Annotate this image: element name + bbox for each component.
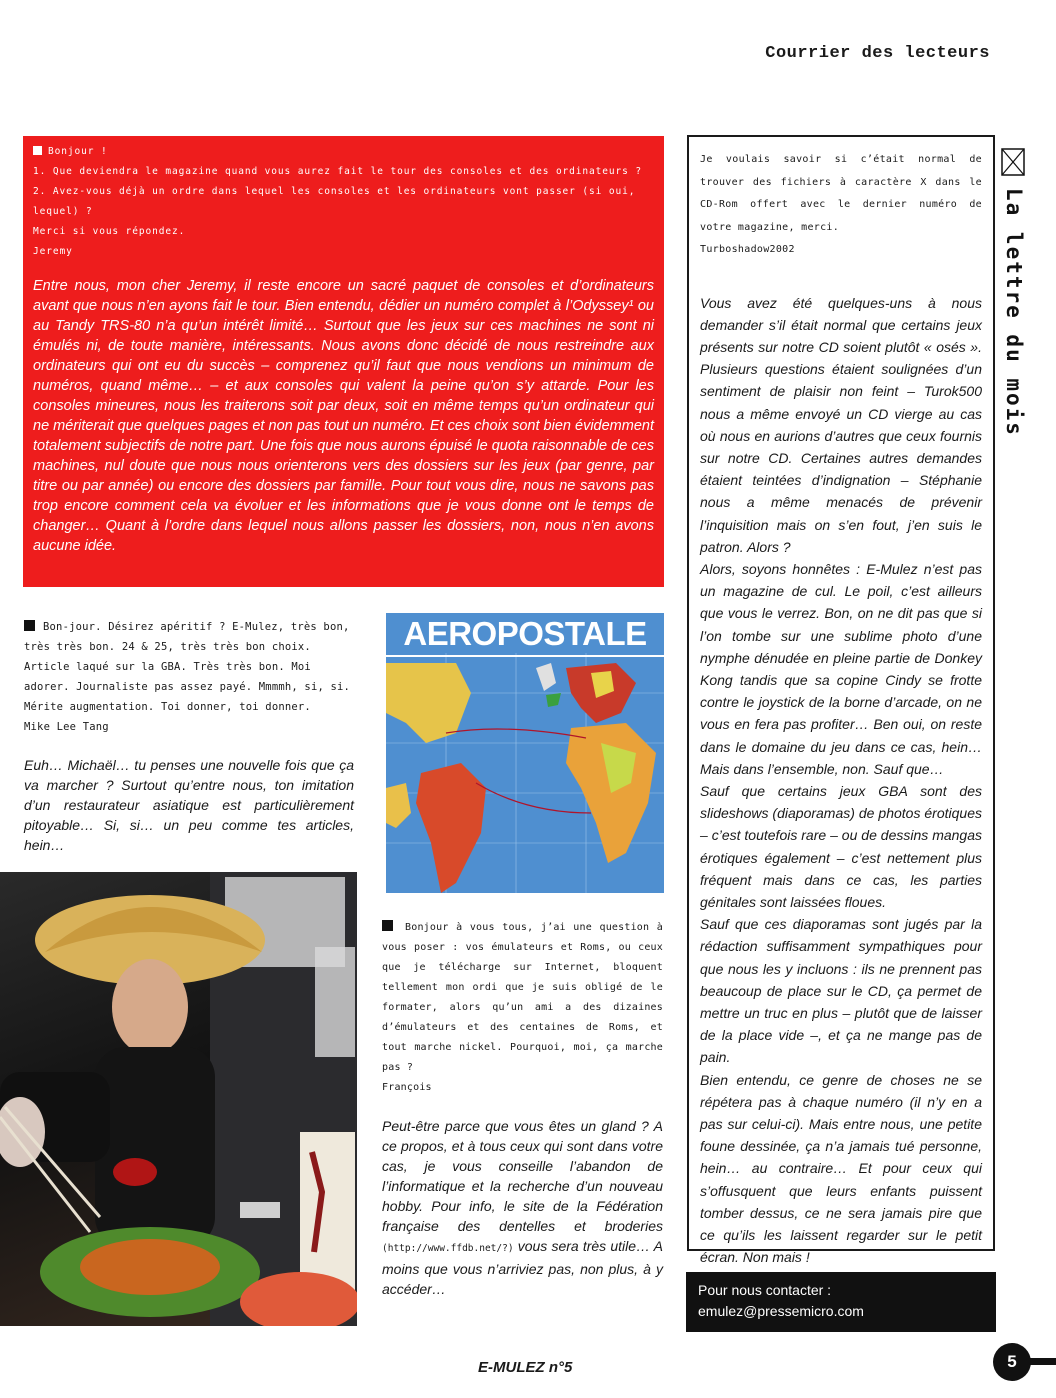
letter-jeremy-reply: Entre nous, mon cher Jeremy, il reste encore un sacré paquet de consoles et d’ordinateurs avant que nous n’en ayons fait le tour. Bien entendu, dédier un numéro complet à l’Odyssey¹ ou au Tandy TRS-80 n’a qu’un intérêt limité… Surtout que les jeux sur ces machines ne sont ni émulés ni, de toute manière, intéressants. Nous avons donc décidé de nous restreindre aux ordinateurs qui ont eu du succès – comprenez qu’il faut que nous vendions un minimum de numéros, quand même… – et aux consoles qui valent la peine qu’on s’y attarde. Pour les consoles mineures, nous les traiterons soit par deux, soit en même temps qu’un ordinateur qui ne mériterait que quelques pages et non pas tout un numéro. Et ces choix sont bien évidemment totalement subjectifs de notre part. Une fois que nous aurons épuisé le quota raisonnable de ces machines, nul doute que nous nous orienterons vers des dossiers sur les jeux (par genre, par titre ou par année) ou encore des dossiers par famille. Pour tout vous dire, nous ne savons pas trop encore comment cela va évoluer et les informations que je vous donne ont le temps de changer… Quant à l’ordre dans lequel nous allons passer les dossiers, non, nous n’en avons aucune idée. <box>33 278 654 554</box>
ffdb-link[interactable]: (http://www.ffdb.net/?) <box>382 1243 514 1254</box>
page-number: 5 <box>993 1343 1031 1381</box>
section-title: Courrier des lecteurs <box>765 44 990 63</box>
letter-line: 1. Que deviendra le magazine quand vous aurez fait le tour des consoles et des ordinateurs ? <box>33 166 642 177</box>
reply-paragraph: Sauf que certains jeux GBA sont des slideshows (diaporamas) de photos érotiques – c’est toutefois rare – ou de dessins mangas érotiques également – c’est nettement plus fréquent mais dans ce cas, les parties génitales sont laissées floues. <box>700 782 982 910</box>
letter-jeremy-question <box>33 142 654 262</box>
reply-paragraph: Bien entendu, ce genre de choses ne se répétera pas à chaque numéro (il n’y en a pas sur celui-ci). Mais entre nous, une petite foune dessinée, ça n’a jamais tué personne, hein… au contraire… Et pour ceux qui s’offusquent que leurs enfants puissent tomber dessus, ce ne sera jamais pire que ce qu’ils les laissent regarder sur le petit écran. Non mais ! <box>700 1071 982 1266</box>
reply-paragraph: Vous avez été quelques-uns à nous demander s’il était normal que certains jeux présents sur notre CD soient plutôt « osés ». Plusieurs questions étaient soulignées d’un sentiment de plaisir non feint – Turok500 nous a même envoyé un CD vierge au cas où nous en aurions d’autres que ceux fournis sur notre CD. Certaines autres demandes étaient teintées d’indignation – Stéphanie nous a même menacés de prévenir l’inquisition mais on s’en fout, j’en suis le patron. Alors ? <box>700 294 982 555</box>
bullet-square <box>382 920 393 931</box>
photo-man-with-straw-hat <box>0 872 357 1326</box>
letter-line: 2. Avez-vous déjà un ordre dans lequel les consoles et les ordinateurs vont passer (si oui, lequel) ? <box>33 186 636 217</box>
letter-francois <box>382 918 663 1299</box>
letter-of-the-month-title: La lettre du mois <box>1002 188 1026 437</box>
photo-illustration <box>0 872 357 1326</box>
footer-magazine-name: E-MULEZ n°5 <box>478 1359 573 1376</box>
letter-question: Bon-jour. Désirez apéritif ? E-Mulez, très bon, très très bon. 24 & 25, très très bon choix. Article laqué sur la GBA. Très très bon. Moi adorer. Journaliste pas assez payé. Mmmmh, si, si. Mérite augmentation. Toi donner, toi donner. <box>24 621 351 713</box>
letter-line: Merci si vous répondez. <box>33 226 186 237</box>
reply-paragraph: Sauf que ces diaporamas sont jugés par la rédaction suffisamment sympathiques pour que nous les y incluons : ils ne prennent pas beaucoup de place sur le CD, ça permet de mettre un truc en plus – plutôt que de laisser de la place vide –, et ça ne mange pas de pain. <box>700 916 982 1066</box>
letter-signature: François <box>382 1082 432 1093</box>
side-title-column <box>1000 148 1028 488</box>
letter-question: Je voulais savoir si c’était normal de trouver des fichiers à caractère X dans le CD-Rom offert avec le dernier numéro de votre magazine, merci. <box>700 154 982 233</box>
letter-reply: Peut-être parce que vous êtes un gland ? A ce propos, et à tous ceux qui sont dans votre cas, je vous conseille l’abandon de l’informatique et la recherche d’un nouveau hobby. Pour info, le site de la Fédération française des dentelles et broderies (http://www.ffdb.net/?) vous sera très utile… A moins que vous n’arriviez pas, non plus, à y accéder… <box>382 1118 663 1297</box>
letter-mike-lee-tang <box>24 617 354 855</box>
contact-email[interactable]: emulez@pressemicro.com <box>698 1303 864 1319</box>
letter-signature: Mike Lee Tang <box>24 721 109 733</box>
reply-paragraph: Alors, soyons honnêtes : E-Mulez n’est pas un magazine de cul. Le poil, c’est ailleurs que vous le verrez. Bon, on ne dit pas que si l’on tombe sur une sublime photo d’une nymphe dénudée en pleine partie de Donkey Kong tandis que sa copine Cindy se frotte contre le joystick de la borne d’arcade, on ne vous en fera pas profiter… Ben oui, on reste dans le domaine du jeu dans ce cas, hein… Mais dans l’ensemble, non. Sauf que… <box>700 560 982 777</box>
letter-signature: Jeremy <box>33 246 73 257</box>
letter-reply: Euh… Michaël… tu penses une nouvelle fois que ça va marcher ? Surtout qu’entre nous, ton imitation d’un restaurateur asiatique est particulièrement pitoyable… Si, si… un peu comme tes articles, hein… <box>24 757 354 853</box>
aeropostale-title: AEROPOSTALE <box>386 613 664 657</box>
letter-signature: Turboshadow2002 <box>700 244 795 255</box>
bullet-square <box>24 620 35 631</box>
letter-question: Bonjour à vous tous, j’ai une question à vous poser : vos émulateurs et Roms, ou ceux que je télécharge sur Internet, bloquent tellement mon ordi que je suis obligé de le formater, alors qu’un ami a des dizaines d’émulateurs et des centaines de Roms, et tout marche nickel. Pourquoi, moi, ça marche pas ? <box>382 922 663 1073</box>
contact-label: Pour nous contacter : <box>698 1282 832 1298</box>
envelope-icon <box>1001 148 1025 176</box>
contact-box <box>686 1272 996 1332</box>
letter-jeremy-box <box>23 136 664 587</box>
bullet-square <box>33 146 42 155</box>
letter-reply <box>700 292 982 1269</box>
letter-of-the-month-box <box>687 135 995 1266</box>
aeropostale-map-image <box>386 613 664 893</box>
letter-line: Bonjour ! <box>48 146 108 157</box>
